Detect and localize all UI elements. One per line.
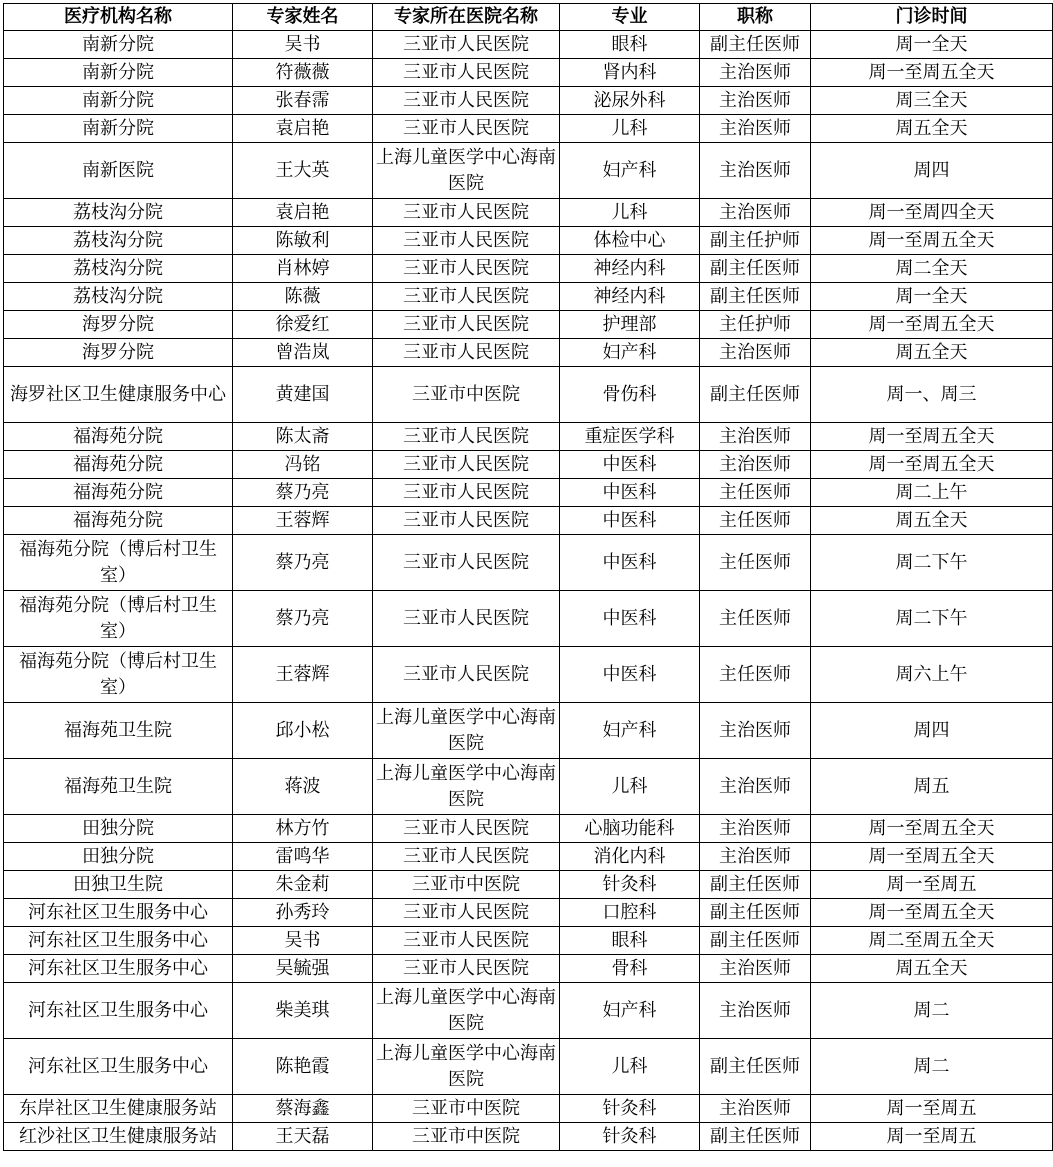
institution-cell: 荔枝沟分院: [4, 283, 233, 311]
expert-hospital-cell: 上海儿童医学中心海南医院: [373, 143, 560, 199]
expert-name-cell: 吴毓强: [233, 955, 373, 983]
clinic-time-cell: 周一、周三: [811, 367, 1053, 423]
specialty-cell: 神经内科: [560, 255, 700, 283]
clinic-time-cell: 周三全天: [811, 87, 1053, 115]
clinic-time-cell: 周四: [811, 143, 1053, 199]
title-cell: 副主任医师: [700, 899, 811, 927]
institution-cell: 海罗社区卫生健康服务中心: [4, 367, 233, 423]
table-row: [4, 479, 1053, 507]
expert-hospital-cell: 三亚市人民医院: [373, 311, 560, 339]
title-cell: 主治医师: [700, 115, 811, 143]
title-cell: 副主任医师: [700, 927, 811, 955]
specialty-cell: 儿科: [560, 199, 700, 227]
institution-cell: 福海苑卫生院: [4, 703, 233, 759]
expert-name-cell: 蒋波: [233, 759, 373, 815]
institution-cell: 红沙社区卫生健康服务站: [4, 1123, 233, 1151]
title-cell: 主任医师: [700, 479, 811, 507]
expert-hospital-cell: 三亚市人民医院: [373, 955, 560, 983]
expert-name-cell: 张春霈: [233, 87, 373, 115]
institution-cell: 河东社区卫生服务中心: [4, 983, 233, 1039]
expert-hospital-cell: 三亚市人民医院: [373, 227, 560, 255]
title-cell: 主任医师: [700, 591, 811, 647]
table-row: [4, 843, 1053, 871]
expert-name-cell: 符薇薇: [233, 59, 373, 87]
title-cell: 主治医师: [700, 955, 811, 983]
clinic-time-cell: 周五: [811, 759, 1053, 815]
expert-name-cell: 袁启艳: [233, 115, 373, 143]
clinic-time-cell: 周一至周五全天: [811, 59, 1053, 87]
table-row: [4, 87, 1053, 115]
expert-hospital-cell: 三亚市人民医院: [373, 87, 560, 115]
expert-hospital-cell: 三亚市人民医院: [373, 507, 560, 535]
institution-cell: 河东社区卫生服务中心: [4, 899, 233, 927]
clinic-time-cell: 周六上午: [811, 647, 1053, 703]
specialty-cell: 骨伤科: [560, 367, 700, 423]
specialty-cell: 针灸科: [560, 1123, 700, 1151]
specialty-cell: 眼科: [560, 31, 700, 59]
expert-hospital-cell: 三亚市人民医院: [373, 59, 560, 87]
table-row: [4, 927, 1053, 955]
expert-name-cell: 陈太斋: [233, 423, 373, 451]
specialty-cell: 针灸科: [560, 1095, 700, 1123]
table-row: [4, 367, 1053, 423]
expert-name-cell: 雷鸣华: [233, 843, 373, 871]
expert-hospital-cell: 三亚市人民医院: [373, 535, 560, 591]
expert-hospital-cell: 三亚市人民医院: [373, 255, 560, 283]
title-cell: 副主任医师: [700, 31, 811, 59]
expert-hospital-cell: 三亚市中医院: [373, 1095, 560, 1123]
expert-hospital-cell: 三亚市中医院: [373, 1123, 560, 1151]
expert-hospital-cell: 三亚市中医院: [373, 367, 560, 423]
clinic-time-cell: 周一至周五全天: [811, 815, 1053, 843]
clinic-time-cell: 周五全天: [811, 955, 1053, 983]
expert-hospital-cell: 三亚市人民医院: [373, 339, 560, 367]
clinic-time-cell: 周二下午: [811, 591, 1053, 647]
table-row: [4, 423, 1053, 451]
expert-name-cell: 陈艳霞: [233, 1039, 373, 1095]
expert-hospital-cell: 三亚市人民医院: [373, 591, 560, 647]
title-cell: 主治医师: [700, 451, 811, 479]
title-cell: 副主任医师: [700, 367, 811, 423]
specialty-cell: 神经内科: [560, 283, 700, 311]
clinic-time-cell: 周一至周五全天: [811, 311, 1053, 339]
expert-hospital-cell: 三亚市人民医院: [373, 31, 560, 59]
clinic-time-cell: 周二: [811, 1039, 1053, 1095]
specialty-cell: 妇产科: [560, 339, 700, 367]
specialty-cell: 中医科: [560, 535, 700, 591]
institution-cell: 福海苑分院（博后村卫生室）: [4, 647, 233, 703]
table-row: [4, 199, 1053, 227]
clinic-time-cell: 周五全天: [811, 507, 1053, 535]
institution-cell: 福海苑分院: [4, 507, 233, 535]
title-cell: 副主任医师: [700, 1123, 811, 1151]
specialty-cell: 儿科: [560, 1039, 700, 1095]
clinic-time-cell: 周二下午: [811, 535, 1053, 591]
table-row: [4, 451, 1053, 479]
institution-cell: 福海苑分院（博后村卫生室）: [4, 591, 233, 647]
table-row: [4, 535, 1053, 591]
institution-cell: 福海苑分院（博后村卫生室）: [4, 535, 233, 591]
title-cell: 主治医师: [700, 983, 811, 1039]
institution-cell: 荔枝沟分院: [4, 227, 233, 255]
table-row: [4, 227, 1053, 255]
specialty-cell: 妇产科: [560, 703, 700, 759]
expert-hospital-cell: 三亚市人民医院: [373, 815, 560, 843]
header-clinic-time: 门诊时间: [811, 4, 1053, 31]
clinic-time-cell: 周一全天: [811, 283, 1053, 311]
title-cell: 主治医师: [700, 759, 811, 815]
specialty-cell: 消化内科: [560, 843, 700, 871]
specialty-cell: 妇产科: [560, 143, 700, 199]
specialty-cell: 泌尿外科: [560, 87, 700, 115]
specialty-cell: 口腔科: [560, 899, 700, 927]
title-cell: 主治医师: [700, 143, 811, 199]
expert-hospital-cell: 上海儿童医学中心海南医院: [373, 703, 560, 759]
expert-hospital-cell: 三亚市人民医院: [373, 843, 560, 871]
expert-name-cell: 柴美琪: [233, 983, 373, 1039]
expert-name-cell: 黄建国: [233, 367, 373, 423]
expert-name-cell: 陈薇: [233, 283, 373, 311]
institution-cell: 河东社区卫生服务中心: [4, 955, 233, 983]
expert-hospital-cell: 上海儿童医学中心海南医院: [373, 759, 560, 815]
expert-name-cell: 邱小松: [233, 703, 373, 759]
specialty-cell: 心脑功能科: [560, 815, 700, 843]
table-row: [4, 311, 1053, 339]
table-row: [4, 591, 1053, 647]
table-row: [4, 1095, 1053, 1123]
expert-hospital-cell: 上海儿童医学中心海南医院: [373, 983, 560, 1039]
specialty-cell: 中医科: [560, 507, 700, 535]
expert-name-cell: 吴书: [233, 927, 373, 955]
institution-cell: 海罗分院: [4, 311, 233, 339]
title-cell: 副主任医师: [700, 1039, 811, 1095]
table-row: [4, 115, 1053, 143]
table-row: [4, 283, 1053, 311]
specialty-cell: 中医科: [560, 647, 700, 703]
expert-name-cell: 肖林婷: [233, 255, 373, 283]
expert-hospital-cell: 三亚市人民医院: [373, 199, 560, 227]
header-title: 职称: [700, 4, 811, 31]
institution-cell: 荔枝沟分院: [4, 199, 233, 227]
institution-cell: 东岸社区卫生健康服务站: [4, 1095, 233, 1123]
institution-cell: 福海苑卫生院: [4, 759, 233, 815]
title-cell: 主任医师: [700, 507, 811, 535]
title-cell: 副主任护师: [700, 227, 811, 255]
table-row: [4, 59, 1053, 87]
expert-name-cell: 蔡乃亮: [233, 591, 373, 647]
title-cell: 主治医师: [700, 339, 811, 367]
clinic-time-cell: 周一至周五全天: [811, 423, 1053, 451]
title-cell: 主治医师: [700, 843, 811, 871]
expert-name-cell: 朱金莉: [233, 871, 373, 899]
specialty-cell: 重症医学科: [560, 423, 700, 451]
table-row: [4, 1039, 1053, 1095]
header-institution: 医疗机构名称: [4, 4, 233, 31]
expert-name-cell: 徐爱红: [233, 311, 373, 339]
expert-name-cell: 王蓉辉: [233, 507, 373, 535]
institution-cell: 河东社区卫生服务中心: [4, 1039, 233, 1095]
expert-name-cell: 蔡乃亮: [233, 535, 373, 591]
header-expert-hospital: 专家所在医院名称: [373, 4, 560, 31]
institution-cell: 福海苑分院: [4, 479, 233, 507]
table-row: [4, 899, 1053, 927]
title-cell: 主任医师: [700, 535, 811, 591]
title-cell: 主任护师: [700, 311, 811, 339]
clinic-time-cell: 周一全天: [811, 31, 1053, 59]
clinic-time-cell: 周一至周五: [811, 1123, 1053, 1151]
expert-hospital-cell: 三亚市人民医院: [373, 899, 560, 927]
table-row: [4, 31, 1053, 59]
specialty-cell: 护理部: [560, 311, 700, 339]
expert-name-cell: 曾浩岚: [233, 339, 373, 367]
title-cell: 主治医师: [700, 703, 811, 759]
title-cell: 主治医师: [700, 87, 811, 115]
clinic-time-cell: 周一至周五: [811, 871, 1053, 899]
expert-hospital-cell: 三亚市人民医院: [373, 927, 560, 955]
clinic-time-cell: 周二: [811, 983, 1053, 1039]
expert-hospital-cell: 上海儿童医学中心海南医院: [373, 1039, 560, 1095]
specialty-cell: 中医科: [560, 479, 700, 507]
institution-cell: 南新分院: [4, 31, 233, 59]
specialty-cell: 儿科: [560, 759, 700, 815]
table-row: [4, 815, 1053, 843]
clinic-time-cell: 周二全天: [811, 255, 1053, 283]
title-cell: 主任医师: [700, 647, 811, 703]
expert-name-cell: 王蓉辉: [233, 647, 373, 703]
expert-name-cell: 陈敏利: [233, 227, 373, 255]
title-cell: 副主任医师: [700, 283, 811, 311]
clinic-time-cell: 周一至周五: [811, 1095, 1053, 1123]
table-row: [4, 983, 1053, 1039]
table-row: [4, 255, 1053, 283]
title-cell: 主治医师: [700, 59, 811, 87]
institution-cell: 南新分院: [4, 115, 233, 143]
title-cell: 副主任医师: [700, 871, 811, 899]
clinic-time-cell: 周二至周五全天: [811, 927, 1053, 955]
table-row: [4, 955, 1053, 983]
header-specialty: 专业: [560, 4, 700, 31]
expert-hospital-cell: 三亚市人民医院: [373, 423, 560, 451]
table-row: [4, 1123, 1053, 1151]
table-row: [4, 339, 1053, 367]
table-row: [4, 143, 1053, 199]
expert-name-cell: 袁启艳: [233, 199, 373, 227]
expert-name-cell: 吴书: [233, 31, 373, 59]
header-row: [4, 4, 1053, 31]
expert-hospital-cell: 三亚市人民医院: [373, 479, 560, 507]
table-row: [4, 703, 1053, 759]
title-cell: 副主任医师: [700, 255, 811, 283]
institution-cell: 河东社区卫生服务中心: [4, 927, 233, 955]
expert-hospital-cell: 三亚市人民医院: [373, 451, 560, 479]
title-cell: 主治医师: [700, 1095, 811, 1123]
institution-cell: 荔枝沟分院: [4, 255, 233, 283]
expert-hospital-cell: 三亚市人民医院: [373, 115, 560, 143]
clinic-time-cell: 周五全天: [811, 339, 1053, 367]
expert-name-cell: 蔡乃亮: [233, 479, 373, 507]
institution-cell: 福海苑分院: [4, 451, 233, 479]
clinic-time-cell: 周一至周五全天: [811, 843, 1053, 871]
specialty-cell: 骨科: [560, 955, 700, 983]
expert-hospital-cell: 三亚市人民医院: [373, 283, 560, 311]
expert-hospital-cell: 三亚市人民医院: [373, 647, 560, 703]
table-row: [4, 759, 1053, 815]
specialty-cell: 妇产科: [560, 983, 700, 1039]
institution-cell: 田独卫生院: [4, 871, 233, 899]
clinic-time-cell: 周二上午: [811, 479, 1053, 507]
institution-cell: 田独分院: [4, 843, 233, 871]
clinic-time-cell: 周一至周四全天: [811, 199, 1053, 227]
specialty-cell: 中医科: [560, 591, 700, 647]
expert-hospital-cell: 三亚市中医院: [373, 871, 560, 899]
clinic-time-cell: 周四: [811, 703, 1053, 759]
expert-name-cell: 林方竹: [233, 815, 373, 843]
specialist-schedule-table: [3, 3, 1053, 1151]
expert-name-cell: 孙秀玲: [233, 899, 373, 927]
clinic-time-cell: 周一至周五全天: [811, 451, 1053, 479]
title-cell: 主治医师: [700, 199, 811, 227]
expert-name-cell: 王大英: [233, 143, 373, 199]
institution-cell: 南新分院: [4, 87, 233, 115]
title-cell: 主治医师: [700, 815, 811, 843]
expert-name-cell: 冯铭: [233, 451, 373, 479]
clinic-time-cell: 周一至周五全天: [811, 899, 1053, 927]
specialty-cell: 眼科: [560, 927, 700, 955]
header-expert-name: 专家姓名: [233, 4, 373, 31]
institution-cell: 南新医院: [4, 143, 233, 199]
clinic-time-cell: 周五全天: [811, 115, 1053, 143]
specialty-cell: 肾内科: [560, 59, 700, 87]
specialty-cell: 儿科: [560, 115, 700, 143]
institution-cell: 海罗分院: [4, 339, 233, 367]
specialty-cell: 针灸科: [560, 871, 700, 899]
specialty-cell: 体检中心: [560, 227, 700, 255]
clinic-time-cell: 周一至周五全天: [811, 227, 1053, 255]
table-row: [4, 647, 1053, 703]
specialty-cell: 中医科: [560, 451, 700, 479]
table-row: [4, 871, 1053, 899]
institution-cell: 福海苑分院: [4, 423, 233, 451]
institution-cell: 南新分院: [4, 59, 233, 87]
expert-name-cell: 蔡海鑫: [233, 1095, 373, 1123]
table-row: [4, 507, 1053, 535]
institution-cell: 田独分院: [4, 815, 233, 843]
expert-name-cell: 王天磊: [233, 1123, 373, 1151]
title-cell: 主治医师: [700, 423, 811, 451]
